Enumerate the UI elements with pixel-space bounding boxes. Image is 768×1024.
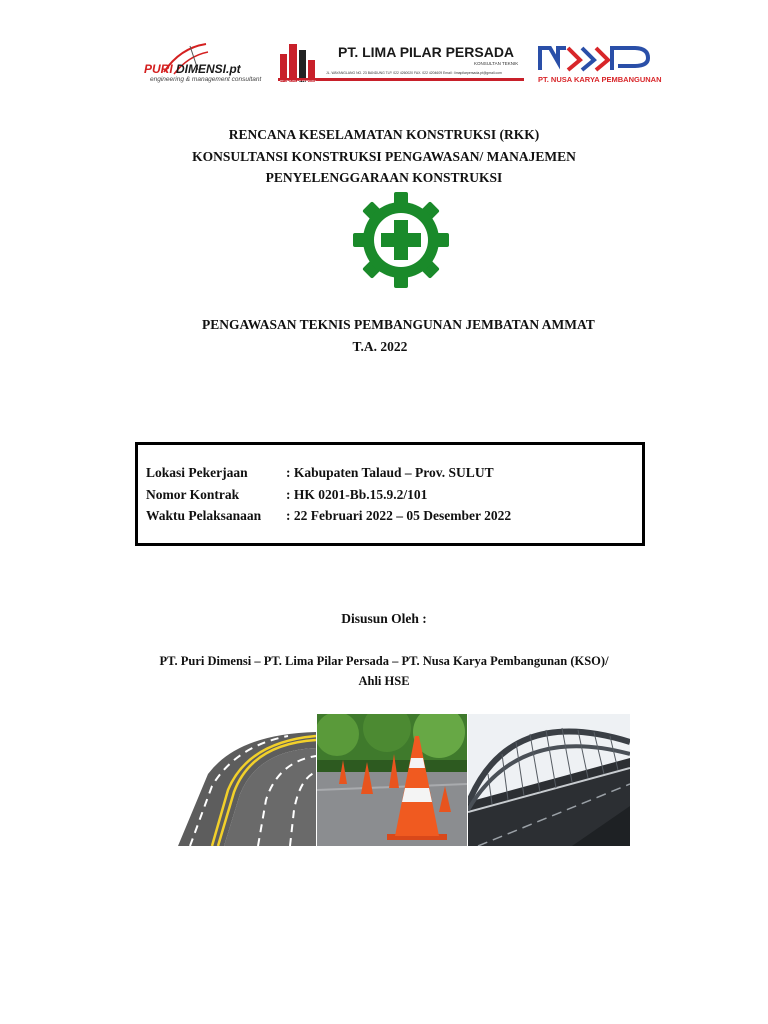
prepared-line-1: PT. Puri Dimensi – PT. Lima Pilar Persada – PT. Nusa Karya Pembangunan (KSO)/ <box>159 654 609 668</box>
k3-safety-gear-icon <box>337 190 465 290</box>
nkp-mark-icon <box>538 44 654 74</box>
photo-traffic-cones <box>317 714 467 846</box>
title-line-1: RENCANA KESELAMATAN KONSTRUKSI (RKK) <box>228 127 540 142</box>
info-label: Nomor Kontrak <box>146 487 240 502</box>
info-label: Lokasi Pekerjaan <box>146 465 248 480</box>
project-title: PENGAWASAN TEKNIS PEMBANGUNAN JEMBATAN AMMAT <box>202 317 595 332</box>
info-value: : 22 Februari 2022 – 05 Desember 2022 <box>286 508 512 523</box>
photo-road <box>178 714 316 846</box>
info-label: Waktu Pelaksanaan <box>146 508 262 523</box>
title-line-3: PENYELENGGARAAN KONSTRUKSI <box>265 170 503 185</box>
project-info-box <box>135 442 645 546</box>
photo-arch-bridge <box>468 714 630 846</box>
puri-tagline: engineering & management consultant <box>150 76 262 83</box>
info-value: : HK 0201-Bb.15.9.2/101 <box>286 487 428 502</box>
info-row-schedule <box>146 508 511 524</box>
info-value: : Kabupaten Talaud – Prov. SULUT <box>286 465 494 480</box>
prepared-line-2: Ahli HSE <box>358 674 410 688</box>
title-line-2: KONSULTANSI KONSTRUKSI PENGAWASAN/ MANAJEMEN <box>192 149 576 164</box>
info-row-location <box>146 465 494 481</box>
lima-address: JL. WAYANGLANG NO. 23 BANDUNG TLP. 022 4260020 FAX. 022 4204609 Email : limapilarpersada.pt@gmail.com <box>326 71 502 75</box>
logo-nusa-karya <box>538 44 662 86</box>
lima-footer: PT LIMA PILAR PERSADA <box>280 79 317 83</box>
logo-lima-pilar <box>278 40 524 86</box>
nkp-caption: PT. NUSA KARYA PEMBANGUNAN <box>538 75 662 84</box>
project-year: T.A. 2022 <box>352 339 408 354</box>
lima-subtitle: KONSULTAN TEKNIK <box>474 61 519 66</box>
prepared-heading: Disusun Oleh : <box>341 611 427 626</box>
logo-puri-dimensi <box>138 42 273 90</box>
puri-name-red: PURI <box>144 62 173 76</box>
puri-name-dark: DIMENSI.pt <box>176 62 241 76</box>
info-row-contract <box>146 487 427 503</box>
lima-title: PT. LIMA PILAR PERSADA <box>338 44 515 60</box>
